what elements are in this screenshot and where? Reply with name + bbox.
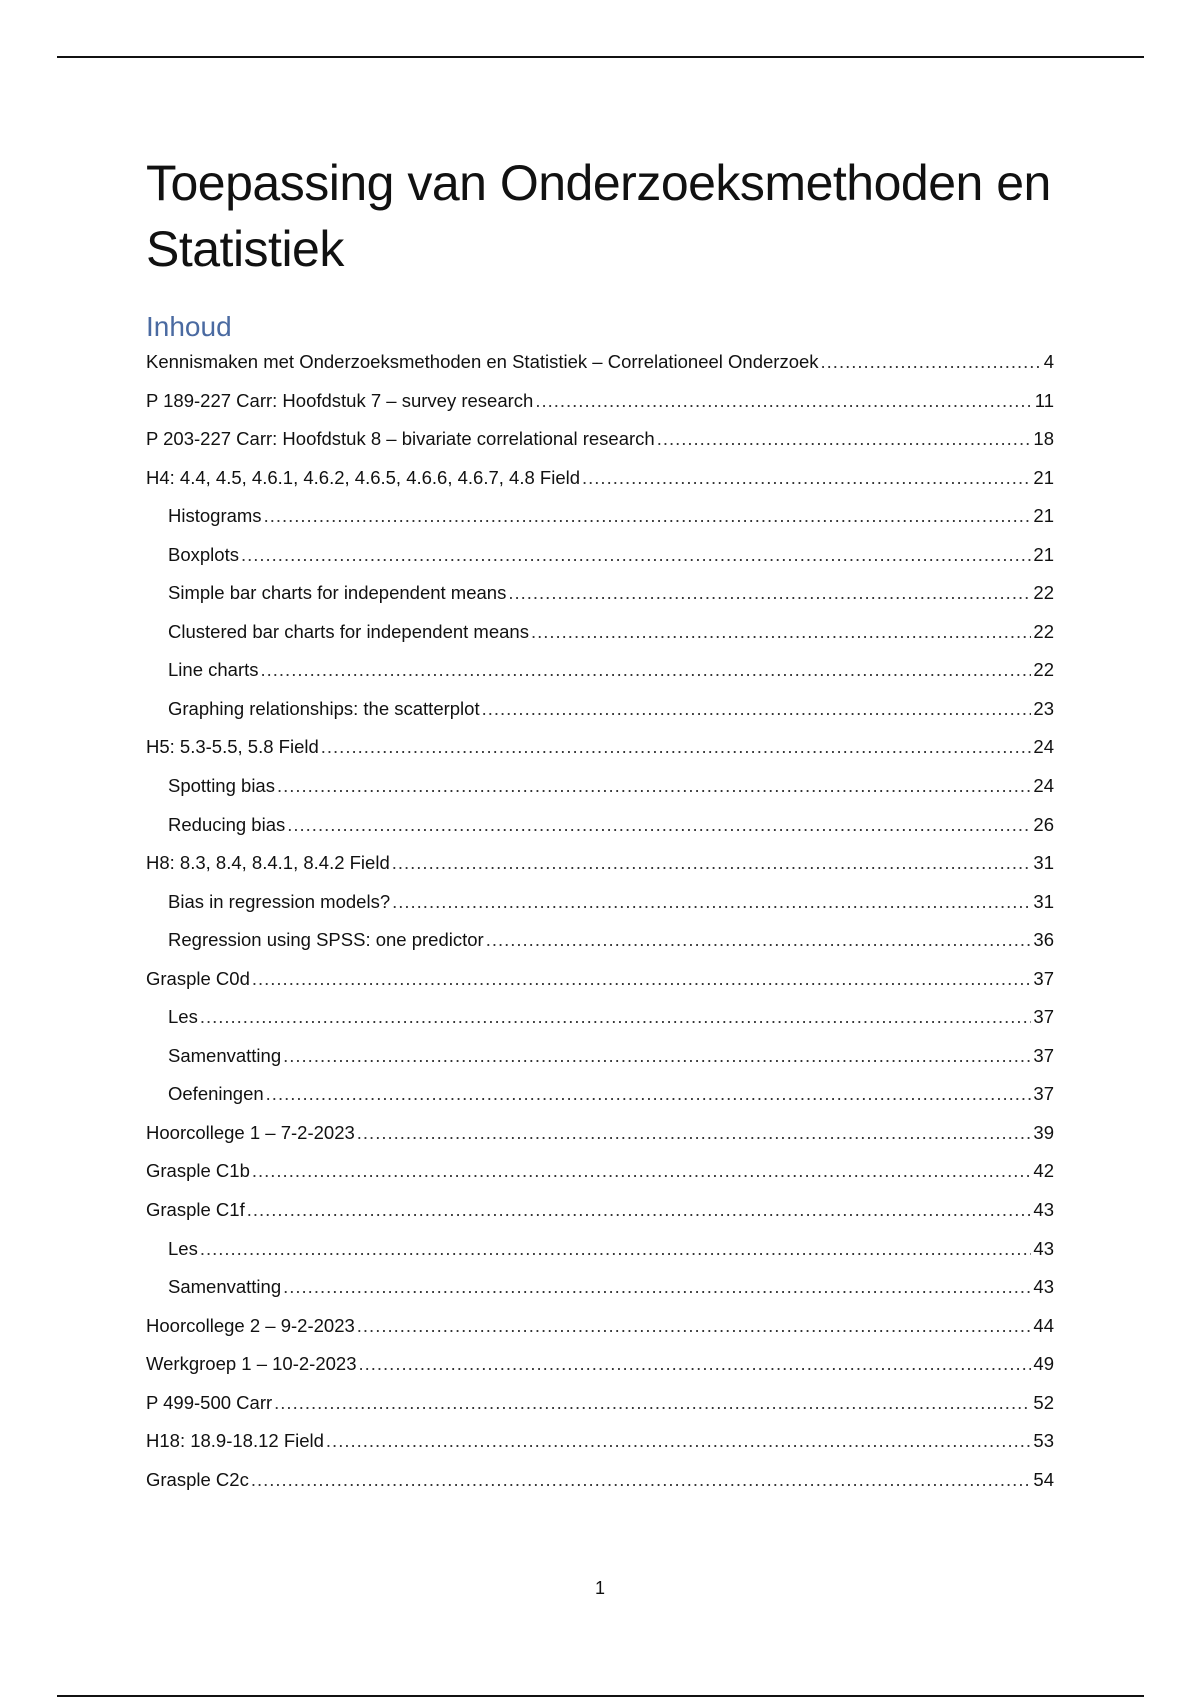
toc-entry-title: Samenvatting [168, 1044, 282, 1066]
toc-entry[interactable] [146, 348, 1054, 387]
toc-entry[interactable] [146, 1042, 1054, 1081]
toc-entry-title: Hoorcollege 2 – 9-2-2023 [146, 1314, 355, 1336]
toc-entry-title: Bias in regression models? [168, 890, 391, 912]
toc-dot-leader [266, 1080, 1032, 1108]
toc-entry[interactable] [146, 888, 1054, 927]
toc-entry[interactable] [146, 1389, 1054, 1428]
toc-entry[interactable] [146, 1080, 1054, 1119]
toc-dot-leader [241, 541, 1031, 569]
toc-entry-page: 36 [1033, 929, 1054, 951]
toc-entry[interactable] [146, 965, 1054, 1004]
toc-entry[interactable] [146, 926, 1054, 965]
toc-entry-page: 31 [1033, 852, 1054, 874]
toc-entry-page: 53 [1033, 1430, 1054, 1452]
toc-entry-page: 37 [1033, 967, 1054, 989]
toc-entry-page: 21 [1033, 543, 1054, 565]
toc-entry[interactable] [146, 1157, 1054, 1196]
toc-entry[interactable] [146, 695, 1054, 734]
toc-dot-leader [247, 1196, 1032, 1224]
toc-entry[interactable] [146, 464, 1054, 503]
header-rule [57, 56, 1144, 58]
toc-dot-leader [357, 1312, 1032, 1340]
toc-entry-title: Hoorcollege 1 – 7-2-2023 [146, 1121, 355, 1143]
toc-dot-leader [200, 1003, 1032, 1031]
toc-dot-leader [264, 502, 1032, 530]
toc-entry-title: Werkgroep 1 – 10-2-2023 [146, 1353, 357, 1375]
toc-entry[interactable] [146, 425, 1054, 464]
page-number: 1 [594, 1578, 605, 1598]
toc-entry-page: 11 [1034, 389, 1054, 411]
toc-entry[interactable] [146, 579, 1054, 618]
toc-entry-title: Kennismaken met Onderzoeksmethoden en Statistiek – Correlationeel Onderzoek [146, 351, 819, 372]
toc-dot-leader [274, 1389, 1031, 1417]
toc-dot-leader [252, 1157, 1032, 1185]
toc-dot-leader [277, 772, 1031, 800]
toc-dot-leader [283, 1273, 1031, 1301]
toc-entry-page: 37 [1033, 1006, 1054, 1028]
toc-entry-page: 24 [1033, 775, 1054, 797]
toc-dot-leader [535, 387, 1032, 415]
toc-entry-page: 42 [1033, 1160, 1054, 1182]
toc-entry-title: Les [168, 1237, 198, 1259]
toc-entry[interactable] [146, 1312, 1054, 1351]
toc-entry[interactable] [146, 1235, 1054, 1274]
toc-entry-page: 43 [1033, 1199, 1054, 1221]
toc-entry[interactable] [146, 618, 1054, 657]
toc-dot-leader [326, 1427, 1032, 1455]
toc-entry[interactable] [146, 1350, 1054, 1389]
toc-entry-page: 52 [1033, 1391, 1054, 1413]
toc-dot-leader [261, 656, 1032, 684]
toc-entry[interactable] [146, 656, 1054, 695]
footer-rule [57, 1695, 1144, 1697]
toc-entry[interactable] [146, 1119, 1054, 1158]
toc-dot-leader [287, 811, 1031, 839]
toc-entry-title: P 499-500 Carr [146, 1391, 273, 1413]
toc-entry[interactable] [146, 1466, 1054, 1505]
toc-entry[interactable] [146, 387, 1054, 426]
toc-dot-leader [357, 1119, 1032, 1147]
toc-entry-page: 37 [1033, 1083, 1054, 1105]
table-of-contents [146, 348, 1054, 1504]
toc-dot-leader [358, 1350, 1031, 1378]
toc-entry-title: Spotting bias [168, 775, 275, 797]
toc-entry-title: Grasple C1b [146, 1160, 250, 1182]
toc-entry-title: Grasple C1f [146, 1199, 245, 1221]
toc-dot-leader [508, 579, 1031, 607]
toc-entry-page: 43 [1033, 1276, 1054, 1298]
toc-heading: Inhoud [146, 311, 232, 342]
toc-entry-title: Samenvatting [168, 1276, 282, 1298]
toc-dot-leader [321, 733, 1032, 761]
toc-entry-title: H18: 18.9-18.12 Field [146, 1430, 324, 1452]
toc-dot-leader [821, 348, 1042, 376]
toc-entry-title: H8: 8.3, 8.4, 8.4.1, 8.4.2 Field [146, 852, 390, 874]
toc-entry-title: P 203-227 Carr: Hoofdstuk 8 – bivariate correlational research [146, 428, 655, 450]
toc-entry[interactable] [146, 772, 1054, 811]
toc-dot-leader [482, 695, 1032, 723]
toc-entry-page: 4 [1043, 351, 1054, 372]
toc-entry-title: Graphing relationships: the scatterplot [168, 697, 480, 719]
toc-entry-page: 22 [1033, 582, 1054, 604]
toc-dot-leader [283, 1042, 1031, 1070]
toc-entry-title: Grasple C2c [146, 1468, 249, 1490]
toc-entry-title: Simple bar charts for independent means [168, 582, 507, 604]
toc-dot-leader [392, 849, 1032, 877]
toc-entry-title: P 189-227 Carr: Hoofdstuk 7 – survey research [146, 389, 534, 411]
document-title: Toepassing van Onderzoeksmethoden en Statistiek [146, 155, 1051, 277]
toc-dot-leader [392, 888, 1031, 916]
toc-entry-page: 22 [1033, 620, 1054, 642]
toc-entry-page: 43 [1033, 1237, 1054, 1259]
toc-entry-page: 21 [1033, 505, 1054, 527]
toc-entry-title: Les [168, 1006, 198, 1028]
toc-entry[interactable] [146, 811, 1054, 850]
toc-entry-title: Clustered bar charts for independent means [168, 620, 529, 642]
toc-entry-title: Reducing bias [168, 813, 286, 835]
toc-entry-page: 22 [1033, 659, 1054, 681]
toc-entry[interactable] [146, 1003, 1054, 1042]
toc-dot-leader [486, 926, 1032, 954]
toc-entry[interactable] [146, 502, 1054, 541]
toc-entry-page: 37 [1033, 1044, 1054, 1066]
toc-entry-title: Oefeningen [168, 1083, 264, 1105]
toc-entry-page: 23 [1033, 697, 1054, 719]
toc-entry-title: Grasple C0d [146, 967, 250, 989]
toc-dot-leader [657, 425, 1032, 453]
toc-entry-title: Regression using SPSS: one predictor [168, 929, 484, 951]
toc-entry-page: 39 [1033, 1121, 1054, 1143]
toc-entry-title: H5: 5.3-5.5, 5.8 Field [146, 736, 319, 758]
toc-entry-page: 18 [1033, 428, 1054, 450]
toc-entry-title: Line charts [168, 659, 259, 681]
toc-dot-leader [251, 1466, 1032, 1494]
toc-entry-page: 21 [1033, 466, 1054, 488]
toc-dot-leader [531, 618, 1031, 646]
toc-dot-leader [200, 1235, 1032, 1263]
toc-entry[interactable] [146, 849, 1054, 888]
toc-entry[interactable] [146, 541, 1054, 580]
toc-entry[interactable] [146, 733, 1054, 772]
toc-entry[interactable] [146, 1196, 1054, 1235]
toc-entry[interactable] [146, 1427, 1054, 1466]
toc-dot-leader [582, 464, 1031, 492]
toc-entry-page: 49 [1033, 1353, 1054, 1375]
toc-dot-leader [252, 965, 1032, 993]
toc-entry-page: 44 [1033, 1314, 1054, 1336]
toc-entry-page: 26 [1033, 813, 1054, 835]
toc-entry[interactable] [146, 1273, 1054, 1312]
toc-entry-page: 54 [1033, 1468, 1054, 1490]
toc-entry-title: Boxplots [168, 543, 239, 565]
toc-entry-page: 24 [1033, 736, 1054, 758]
toc-entry-title: Histograms [168, 505, 262, 527]
toc-entry-title: H4: 4.4, 4.5, 4.6.1, 4.6.2, 4.6.5, 4.6.6, 4.6.7, 4.8 Field [146, 466, 581, 488]
toc-entry-page: 31 [1033, 890, 1054, 912]
